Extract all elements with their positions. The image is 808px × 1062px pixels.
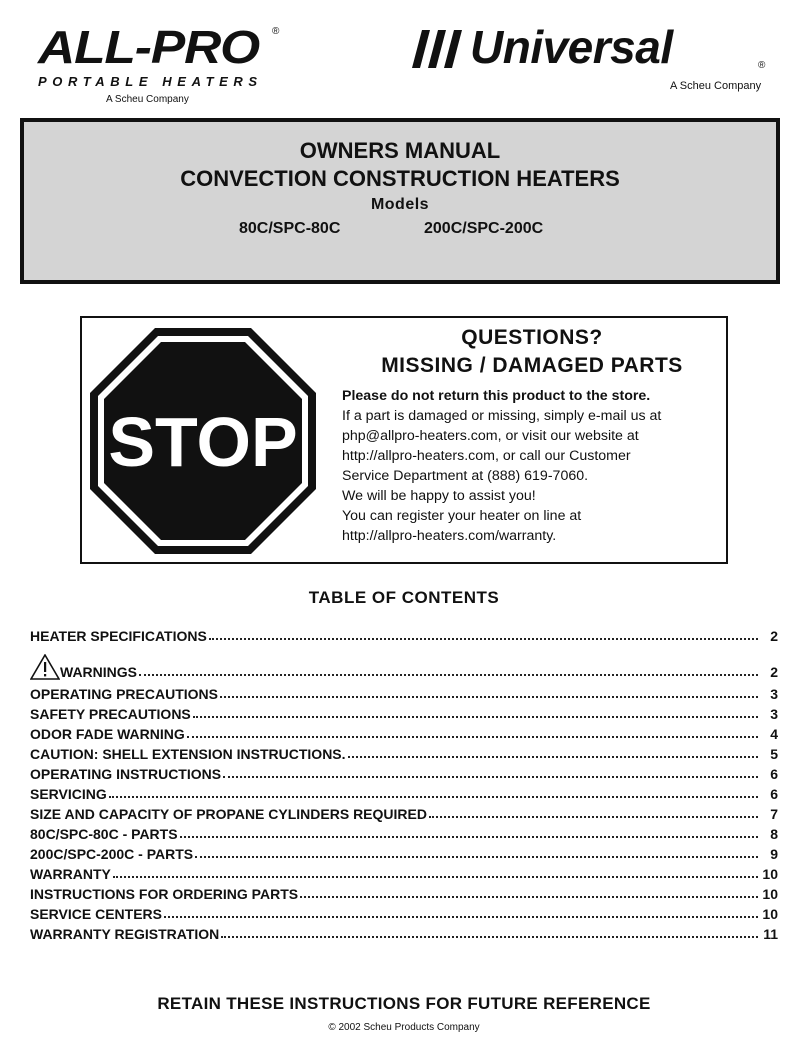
stop-line: Please do not return this product to the store. (342, 388, 651, 404)
stop-notice-text (342, 386, 722, 546)
toc-entry-title: CAUTION: SHELL EXTENSION INSTRUCTIONS. (30, 746, 346, 762)
universal-brand: Universal (470, 21, 673, 73)
toc-entry-title: ODOR FADE WARNING (30, 726, 185, 742)
toc-leader (193, 716, 758, 718)
universal-registered-mark: ® (758, 60, 766, 71)
toc-entry (30, 682, 778, 702)
toc-entry-page: 5 (770, 746, 778, 762)
toc-entry (30, 922, 778, 942)
toc-entry-title: OPERATING INSTRUCTIONS (30, 766, 222, 782)
warning-triangle-icon (30, 654, 60, 680)
toc-entry-page: 6 (770, 786, 778, 802)
toc-entry-page: 2 (770, 664, 778, 680)
model-b: 200C/SPC-200C (424, 220, 544, 237)
toc-entry (30, 862, 778, 882)
toc-entry-title: SAFETY PRECAUTIONS (30, 706, 191, 722)
toc-entry-page: 10 (762, 866, 778, 882)
toc-leader (187, 736, 758, 738)
toc-leader (109, 796, 758, 798)
toc-entry-page: 2 (770, 628, 778, 644)
toc-entry (30, 624, 778, 644)
stop-notice-box (80, 316, 728, 564)
manual-title: OWNERS MANUAL (299, 138, 501, 163)
stop-line: You can register your heater on line at (342, 508, 582, 524)
toc-entry-page: 9 (770, 846, 778, 862)
stop-line: http://allpro-heaters.com, or call our Customer (342, 448, 631, 464)
toc-entry-page: 10 (762, 886, 778, 902)
toc-entry-title: SERVICING (30, 786, 107, 802)
universal-slashes-icon (410, 30, 474, 68)
missing-parts-heading: MISSING / DAMAGED PARTS (381, 354, 683, 377)
stop-line: http://allpro-heaters.com/warranty. (342, 528, 557, 544)
toc-leader (139, 674, 758, 676)
toc-leader (221, 936, 758, 938)
toc-entry (30, 802, 778, 822)
toc-leader (429, 816, 758, 818)
allpro-company: A Scheu Company (106, 94, 189, 105)
toc-entry-page: 3 (770, 706, 778, 722)
toc-entry-title: WARRANTY (30, 866, 111, 882)
universal-logo (410, 21, 780, 94)
stop-line: Service Department at (888) 619-7060. (342, 468, 589, 484)
toc-entry-title: WARRANTY REGISTRATION (30, 926, 220, 942)
allpro-brand: ALL-PRO (38, 21, 260, 73)
title-box (20, 118, 780, 284)
product-title: CONVECTION CONSTRUCTION HEATERS (180, 166, 620, 191)
stop-line: We will be happy to assist you! (342, 488, 536, 504)
toc-leader (209, 638, 758, 640)
stop-sign-icon (88, 326, 318, 556)
toc-heading: TABLE OF CONTENTS (308, 588, 500, 607)
toc-entry (30, 654, 778, 680)
toc-entry-page: 3 (770, 686, 778, 702)
toc-leader (195, 856, 758, 858)
toc-entry (30, 722, 778, 742)
toc-entry-page: 10 (762, 906, 778, 922)
universal-company: A Scheu Company (670, 80, 762, 92)
toc-entry-title: WARNINGS (60, 664, 137, 680)
toc-entry-title: 80C/SPC-80C - PARTS (30, 826, 178, 842)
toc-entry-title: HEATER SPECIFICATIONS (30, 628, 207, 644)
toc-leader (180, 836, 758, 838)
toc-entry (30, 842, 778, 862)
toc-leader (164, 916, 758, 918)
toc-leader (300, 896, 758, 898)
allpro-registered-mark: ® (272, 26, 280, 37)
stop-line: php@allpro-heaters.com, or visit our website at (342, 428, 639, 444)
toc-entry (30, 822, 778, 842)
toc-entry (30, 902, 778, 922)
toc-entry-page: 6 (770, 766, 778, 782)
toc-entry (30, 762, 778, 782)
retain-instructions-notice: RETAIN THESE INSTRUCTIONS FOR FUTURE REFERENCE (157, 994, 651, 1013)
toc-entry-title: INSTRUCTIONS FOR ORDERING PARTS (30, 886, 299, 902)
allpro-subtitle: PORTABLE HEATERS (38, 74, 263, 89)
toc-entry-title: SERVICE CENTERS (30, 906, 162, 922)
toc-leader (348, 756, 758, 758)
toc-leader (220, 696, 758, 698)
stop-line: If a part is damaged or missing, simply e-mail us at (342, 408, 662, 424)
toc-entry (30, 882, 778, 902)
toc-entry-title-wrap (30, 654, 137, 680)
toc-entry (30, 782, 778, 802)
toc-entry-title: OPERATING PRECAUTIONS (30, 686, 218, 702)
toc-entry-title: 200C/SPC-200C - PARTS (30, 846, 194, 862)
toc-entry-page: 4 (770, 726, 778, 742)
model-a: 80C/SPC-80C (239, 220, 341, 237)
toc-leader (113, 876, 758, 878)
questions-heading: QUESTIONS? (461, 326, 603, 349)
models-label: Models (370, 196, 430, 213)
stop-sign-text: STOP (108, 403, 298, 481)
toc-entry (30, 742, 778, 762)
toc-entry-page: 8 (770, 826, 778, 842)
toc-entry-title: SIZE AND CAPACITY OF PROPANE CYLINDERS REQUIRED (30, 806, 427, 822)
toc-leader (223, 776, 758, 778)
copyright: © 2002 Scheu Products Company (328, 1022, 480, 1033)
allpro-logo (30, 22, 290, 112)
toc-entry (30, 702, 778, 722)
toc-entry-page: 11 (763, 926, 778, 942)
toc-entry-page: 7 (770, 806, 778, 822)
